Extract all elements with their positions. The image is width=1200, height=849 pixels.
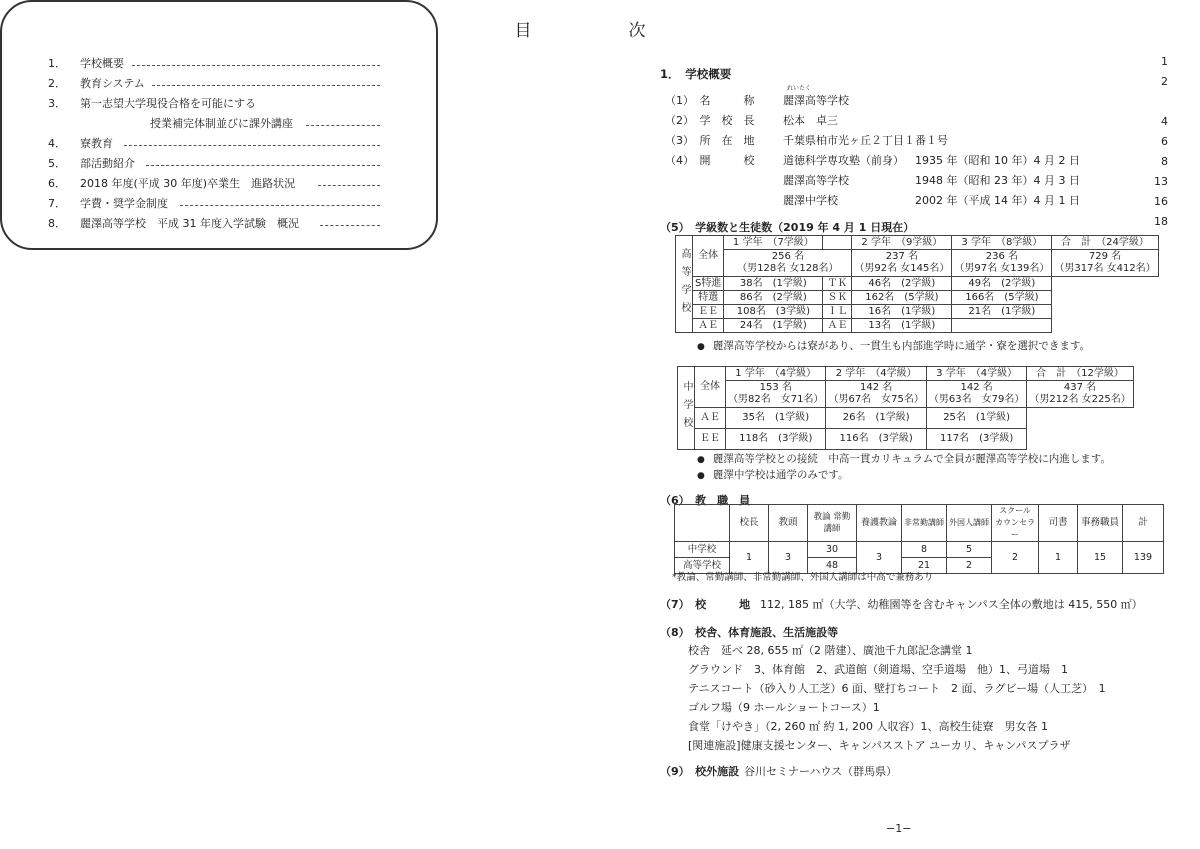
course-name: ＥＥ — [693, 305, 724, 319]
address-value: 千葉県柏市光ヶ丘２丁目１番１号 — [783, 134, 948, 147]
column-header: 2 学年 （4学級） — [826, 367, 926, 381]
row-group-label: 高等学校 — [676, 236, 693, 333]
toc-item-text: 学校概要 — [80, 57, 124, 70]
facility-line: テニスコート（砂入り人工芝）6 面、壁打ちコート 2 面、ラグビー場（人工芝） 1 — [688, 682, 1106, 695]
land-value: 112, 185 ㎡（大学、幼稚園等を含むキャンパス全体の敷地は 415, 550 ㎡） — [760, 598, 1143, 611]
toc-item-number: 1． — [48, 57, 66, 70]
toc-item[interactable] — [0, 95, 1200, 111]
founded-name: 麗澤中学校 — [783, 194, 838, 207]
toc-leader — [320, 215, 380, 226]
table-cell: 21名 (1学級) — [952, 305, 1052, 319]
column-header: 1 学年 （7学級） — [724, 236, 823, 250]
table-cell: 162名 (5学級) — [852, 291, 952, 305]
blank-cell — [1027, 408, 1133, 450]
toc-item-page: 2 — [1161, 75, 1168, 88]
total-cell: 237 名 （男92名 女145名） — [852, 250, 952, 277]
column-header: 司書 — [1039, 505, 1078, 542]
founded-name: 道徳科学専攻塾（前身） — [783, 154, 904, 167]
table-cell: 2 — [992, 542, 1039, 574]
total-label: 全体 — [695, 367, 726, 408]
total-cell: 236 名 （男97名 女139名） — [952, 250, 1052, 277]
table-cell: 38名 (1学級) — [724, 277, 823, 291]
table-cell: 1 — [730, 542, 769, 574]
toc-item-page: 16 — [1154, 195, 1168, 208]
row-label: 中学校 — [675, 542, 730, 558]
course-name: ＡＥ — [693, 319, 724, 333]
toc-leader — [124, 135, 380, 146]
toc-item-number: 5． — [48, 157, 66, 170]
column-header: スクール カウンセラー — [992, 505, 1039, 542]
table-cell: 49名 (2学級) — [952, 277, 1052, 291]
toc-item-text: 授業補完体制並びに課外講座 — [150, 117, 293, 130]
address-label: （3） 所 在 地 — [665, 134, 755, 147]
section-heading-offsite: （9） 校外施設 — [660, 765, 740, 778]
course-name: 特選 — [693, 291, 724, 305]
junior-high-enrollment-table — [677, 366, 1134, 450]
toc-leader — [152, 75, 380, 86]
facility-line: ゴルフ場（9 ホールショートコース）1 — [688, 701, 880, 714]
toc-item-page: 18 — [1154, 215, 1168, 228]
column-header: 養護教論 — [857, 505, 902, 542]
staff-note: *教論、常勤講師、非常勤講師、外国人講師は中高で兼務あり — [672, 572, 934, 583]
toc-item-number: 3． — [48, 97, 66, 110]
section-heading-enrollment: （5） 学級数と生徒数（2019 年 4 月 1 日現在） — [660, 221, 915, 234]
column-header: 非常勤講師 — [902, 505, 947, 542]
section-heading-overview: 1． 学校概要 — [660, 67, 732, 81]
toc-item[interactable] — [0, 55, 1200, 71]
table-cell: 35名 (1学級) — [726, 408, 826, 429]
course-name: ＡＥ — [695, 408, 726, 429]
toc-leader — [132, 55, 380, 66]
column-header: 教頭 — [769, 505, 808, 542]
toc-item[interactable] — [0, 115, 1200, 131]
offsite-value: 谷川セミナーハウス（群馬県） — [744, 765, 898, 778]
column-header: 1 学年 （4学級） — [726, 367, 826, 381]
toc-leader — [306, 115, 380, 126]
principal-name: 松本 卓三 — [783, 114, 838, 127]
table-cell: 15 — [1078, 542, 1123, 574]
table-cell: 5 — [947, 542, 992, 558]
table-cell: 8 — [902, 542, 947, 558]
toc-item-page: 4 — [1161, 115, 1168, 128]
staff-table — [674, 504, 1164, 574]
total-label: 全体 — [693, 236, 724, 277]
toc-leader — [146, 155, 380, 166]
toc-item-number: 4． — [48, 137, 66, 150]
facility-line: 食堂「けやき」（2, 260 ㎡ 約 1, 200 人収容）1、高校生徒寮 男女各 1 — [688, 720, 1048, 733]
toc-item[interactable] — [0, 135, 1200, 151]
column-header: 外国人講師 — [947, 505, 992, 542]
row-label: 高等学校 — [675, 558, 730, 574]
total-cell: 729 名 （男317名 女412名） — [1052, 250, 1158, 277]
column-header: 計 — [1123, 505, 1164, 542]
founded-date: 1948 年（昭和 23 年）4 月 3 日 — [915, 174, 1080, 187]
toc-item-text: 寮教育 — [80, 137, 113, 150]
toc-item-number: 7． — [48, 197, 66, 210]
facility-line: 校舎 延べ 28, 655 ㎡（2 階建）、廣池千九郎記念講堂 1 — [688, 644, 973, 657]
column-header: 合 計 （24学級） — [1052, 236, 1158, 250]
table-cell: 26名 (1学級) — [826, 408, 926, 429]
toc-item-number: 2． — [48, 77, 66, 90]
section-heading-staff: （6） 教 職 員 — [660, 494, 751, 507]
table-cell: 21 — [902, 558, 947, 574]
empty-header-cell — [823, 236, 852, 250]
school-name: 麗澤高等学校 — [783, 94, 849, 107]
total-cell: 142 名 （男67名 女75名） — [826, 381, 926, 408]
facility-line: [関連施設]健康支援センター、キャンパスストア ユーカリ、キャンパスプラザ — [688, 739, 1071, 752]
name-ruby: れいたく — [787, 85, 812, 92]
toc-item-text: 教育システム — [80, 77, 145, 90]
principal-label: （2） 学 校 長 — [665, 114, 755, 127]
blank-cell — [1052, 277, 1158, 333]
toc-item-page: 1 — [1161, 55, 1168, 68]
toc-leader — [180, 195, 380, 206]
note-connection: ● 麗澤高等学校との接続 中高一貫カリキュラムで全員が麗澤高等学校に内進します。 — [697, 451, 1111, 466]
column-header: 合 計 （12学級） — [1027, 367, 1133, 381]
column-header: 3 学年 （4学級） — [926, 367, 1026, 381]
toc-item[interactable] — [0, 75, 1200, 91]
table-cell: 118名 (3学級) — [726, 429, 826, 450]
course-name: ＳＫ — [823, 291, 852, 305]
column-header: 事務職員 — [1078, 505, 1123, 542]
course-name: ＴＫ — [823, 277, 852, 291]
toc-item-page: 13 — [1154, 175, 1168, 188]
table-cell: 16名 (1学級) — [852, 305, 952, 319]
toc-item[interactable] — [0, 215, 1200, 231]
table-cell: 1 — [1039, 542, 1078, 574]
section-heading-facilities: （8） 校舎、体育施設、生活施設等 — [660, 626, 839, 639]
table-cell: 108名 (3学級) — [724, 305, 823, 319]
founded-date: 1935 年（昭和 10 年）4 月 2 日 — [915, 154, 1080, 167]
toc-leader — [318, 175, 380, 186]
high-school-enrollment-table — [675, 235, 1159, 333]
table-cell: 2 — [947, 558, 992, 574]
table-cell: 25名 (1学級) — [926, 408, 1026, 429]
total-cell: 256 名 （男128名 女128名） — [724, 250, 852, 277]
table-cell: 3 — [857, 542, 902, 574]
course-name: ＥＥ — [695, 429, 726, 450]
section-heading-land: （7） 校 地 — [660, 598, 751, 611]
table-cell: 3 — [769, 542, 808, 574]
row-group-label: 中学校 — [678, 367, 695, 450]
note-dormitory: ● 麗澤高等学校からは寮があり、一貫生も内部進学時に通学・寮を選択できます。 — [697, 338, 1090, 353]
table-cell: 86名 (2学級) — [724, 291, 823, 305]
toc-item-page: 6 — [1161, 135, 1168, 148]
total-cell: 142 名 （男63名 女79名） — [926, 381, 1026, 408]
column-header: 2 学年 （9学級） — [852, 236, 952, 250]
column-header: 校長 — [730, 505, 769, 542]
table-cell: 116名 (3学級) — [826, 429, 926, 450]
toc-item-text: 2018 年度(平成 30 年度)卒業生 進路状況 — [80, 177, 296, 190]
column-header: 3 学年 （8学級） — [952, 236, 1052, 250]
course-name: S特進 — [693, 277, 724, 291]
total-cell: 437 名 （男212名 女225名） — [1027, 381, 1133, 408]
table-cell: 139 — [1123, 542, 1164, 574]
table-cell — [952, 319, 1052, 333]
course-name: ＡＥ — [823, 319, 852, 333]
founded-date: 2002 年（平成 14 年）4 月 1 日 — [915, 194, 1080, 207]
table-cell: 13名 (1学級) — [852, 319, 952, 333]
table-cell: 46名 (2学級) — [852, 277, 952, 291]
toc-item-text: 学費・奨学金制度 — [80, 197, 168, 210]
toc-item-text: 部活動紹介 — [80, 157, 135, 170]
toc-item-number: 8． — [48, 217, 66, 230]
column-header: 教論 常勤講師 — [808, 505, 857, 542]
table-cell: 30 — [808, 542, 857, 558]
founded-name: 麗澤高等学校 — [783, 174, 849, 187]
note-commute: ● 麗澤中学校は通学のみです。 — [697, 467, 849, 482]
table-cell: 166名 (5学級) — [952, 291, 1052, 305]
name-label: （1） 名 称 — [665, 94, 755, 107]
table-cell: 117名 (3学級) — [926, 429, 1026, 450]
founded-label: （4） 開 校 — [665, 154, 755, 167]
blank-cell — [675, 505, 730, 542]
toc-item-text: 第一志望大学現役合格を可能にする — [80, 97, 256, 110]
table-cell: 48 — [808, 558, 857, 574]
total-cell: 153 名 （男82名 女71名） — [726, 381, 826, 408]
page-number: −1− — [886, 822, 912, 835]
toc-item-text: 麗澤高等学校 平成 31 年度入学試験 概況 — [80, 217, 299, 230]
facility-line: グラウンド 3、体育館 2、武道館（剣道場、空手道場 他）1、弓道場 1 — [688, 663, 1068, 676]
course-name: ＩＬ — [823, 305, 852, 319]
table-cell: 24名 (1学級) — [724, 319, 823, 333]
toc-item-page: 8 — [1161, 155, 1168, 168]
toc-title: 目 次 — [514, 21, 686, 41]
toc-item-number: 6． — [48, 177, 66, 190]
